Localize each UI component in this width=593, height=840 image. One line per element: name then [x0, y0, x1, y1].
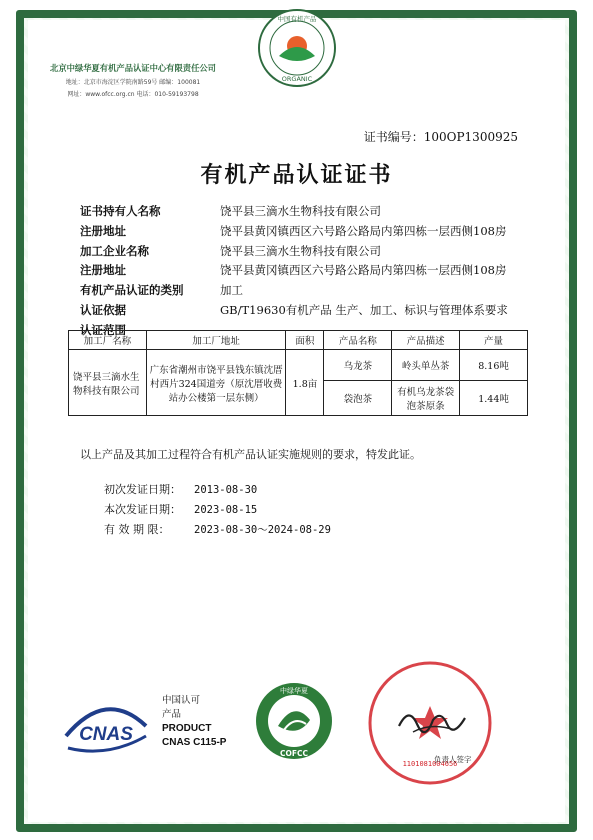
date-row — [104, 500, 331, 520]
date-value: 2023-08-15 — [194, 504, 258, 516]
field-row — [80, 281, 508, 301]
factory-address-cell: 广东省潮州市饶平县钱东镇沈厝村西片324国道旁（原沈厝收费站办公楼第一层东侧） — [146, 350, 286, 416]
issue-dates — [104, 480, 331, 540]
cnas-logo-icon — [62, 696, 150, 760]
organic-logo-top-text: 中国有机产品 — [277, 15, 317, 23]
certificate-fields — [80, 202, 508, 341]
factory-name-cell: 饶平县三滴水生物科技有限公司 — [69, 350, 147, 416]
product-qty-cell: 1.44吨 — [460, 381, 528, 416]
date-value: 2013-08-30 — [194, 484, 258, 496]
date-value: 2023-08-30～2024-08-29 — [194, 524, 331, 536]
signature-icon — [395, 700, 475, 740]
cnas-line: CNAS C115-P — [162, 737, 227, 748]
field-value: 饶平县三滴水生物科技有限公司 — [220, 204, 381, 218]
date-label: 初次发证日期： — [104, 483, 181, 496]
issuer-contact: 网址：www.ofcc.org.cn 电话：010-59193798 — [67, 91, 199, 98]
field-value: 加工 — [220, 283, 243, 298]
field-value: 饶平县黄冈镇西区六号路公路局内第四栋一层西侧108房 — [220, 223, 507, 238]
field-label: 有机产品认证的类别 — [80, 283, 184, 298]
field-row — [80, 261, 508, 281]
cnas-line: PRODUCT — [162, 723, 212, 734]
field-value: GB/T19630有机产品 生产、加工、标识与管理体系要求 — [220, 302, 508, 317]
field-label: 认证依据 — [80, 302, 126, 317]
cnas-line: 产品 — [162, 709, 182, 720]
products-table — [68, 330, 528, 416]
product-qty-cell: 8.16吨 — [460, 350, 528, 381]
seal-number: 1101081004656 — [402, 760, 458, 768]
table-header: 面积 — [286, 331, 324, 350]
responsible-signature-label: 负责人签字 — [434, 755, 472, 764]
cnas-line: 中国认可 — [162, 695, 201, 706]
field-label: 注册地址 — [80, 263, 126, 278]
issuer-name: 北京中绿华夏有机产品认证中心有限责任公司 — [50, 63, 216, 73]
organic-logo-icon — [257, 8, 337, 88]
table-header-row — [69, 331, 528, 350]
field-value: 饶平县黄冈镇西区六号路公路局内第四栋一层西侧108房 — [220, 263, 507, 278]
table-header: 加工厂地址 — [146, 331, 286, 350]
cofcc-logo-icon — [254, 680, 334, 762]
field-label: 证书持有人名称 — [80, 204, 161, 218]
issuer-address: 地址：北京市海淀区学院南路59号 邮编：100081 — [65, 79, 201, 86]
date-row — [104, 520, 331, 540]
issuer-header — [28, 62, 238, 98]
field-label: 加工企业名称 — [80, 243, 149, 258]
table-header: 产量 — [460, 331, 528, 350]
cofcc-bottom-text: COFCC — [279, 749, 309, 758]
product-desc-cell: 有机乌龙茶袋泡茶原条 — [392, 381, 460, 416]
field-row — [80, 222, 508, 242]
field-row — [80, 242, 508, 262]
field-label: 注册地址 — [80, 223, 126, 238]
product-name-cell: 乌龙茶 — [324, 350, 392, 381]
field-label: 认证范围 — [80, 322, 126, 337]
cnas-accreditation — [162, 694, 226, 750]
field-value: 饶平县三滴水生物科技有限公司 — [220, 243, 381, 258]
product-name-cell: 袋泡茶 — [324, 381, 392, 416]
certificate-title: 有机产品认证证书 — [200, 163, 393, 188]
area-cell: 1.8亩 — [286, 350, 324, 416]
cofcc-top-text: 中绿华夏 — [280, 687, 308, 695]
conformity-statement: 以上产品及其加工过程符合有机产品认证实施规则的要求，特发此证。 — [80, 448, 421, 461]
table-header: 产品名称 — [324, 331, 392, 350]
cnas-logo-text: CNAS — [79, 724, 133, 745]
certificate-number: 证书编号：100OP1300925 — [363, 130, 518, 144]
table-row — [69, 350, 528, 381]
date-row — [104, 480, 331, 500]
field-row — [80, 301, 508, 321]
date-label: 本次发证日期： — [104, 503, 181, 516]
organic-logo-bottom-text: ORGANIC — [281, 75, 313, 83]
table-header: 产品描述 — [392, 331, 460, 350]
date-label: 有 效 期 限： — [104, 523, 170, 536]
field-row — [80, 202, 508, 222]
table-header: 加工厂名称 — [69, 331, 147, 350]
product-desc-cell: 岭头单丛茶 — [392, 350, 460, 381]
